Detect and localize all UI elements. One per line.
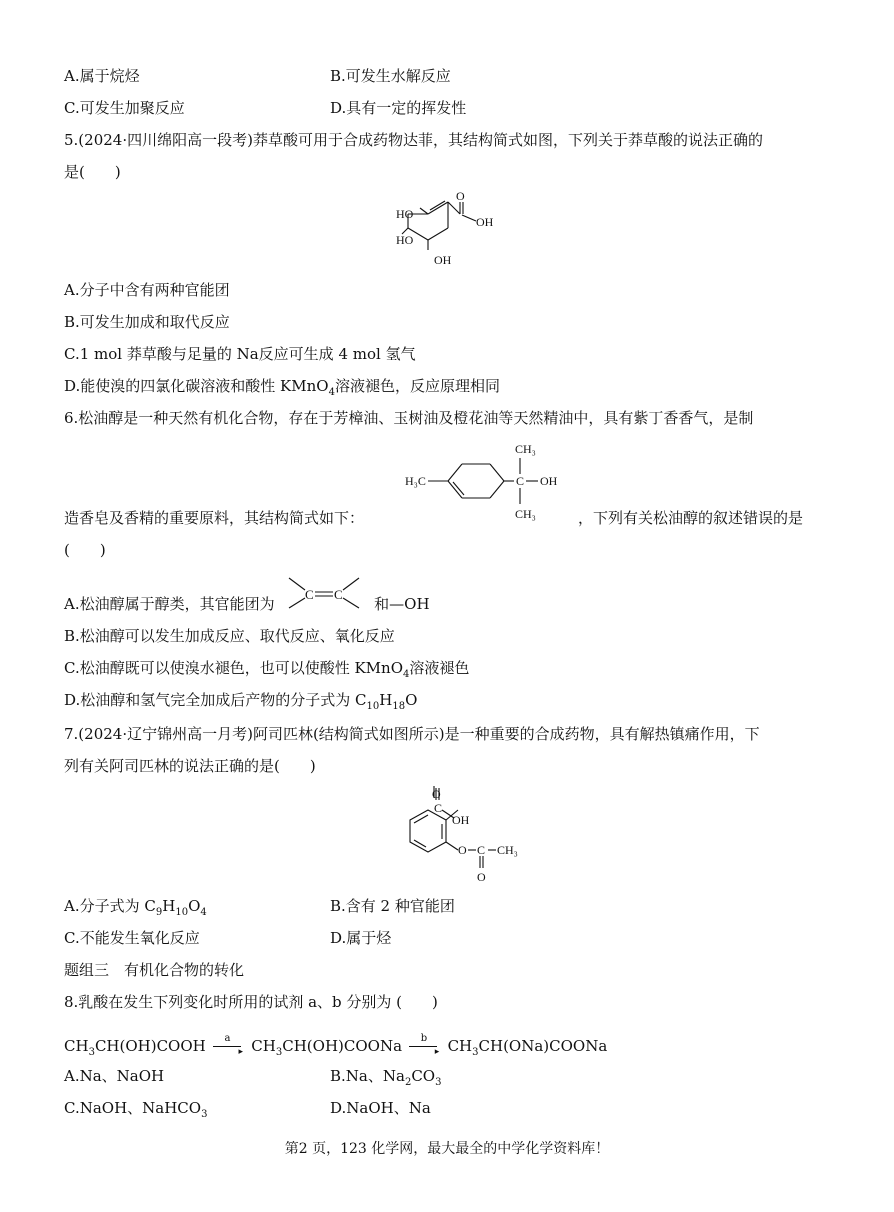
q6-option-d: D.松油醇和氢气完全加成后产物的分子式为 $C_{10}H_{18}O$ bbox=[64, 691, 418, 712]
aspirin-c2-label: C bbox=[477, 843, 486, 857]
terpineol-h3c-label: H₃C bbox=[405, 474, 426, 488]
q6-stem-line1: 6.松油醇是一种天然有机化合物，存在于芳樟油、玉树油及橙花油等天然精油中，具有紫丁香香气，是制 bbox=[64, 409, 754, 427]
section-3-heading: 题组三 有机化合物的转化 bbox=[64, 961, 245, 979]
shikimic-o-label: O bbox=[456, 189, 465, 203]
q8-option-d: D.NaOH、Na bbox=[330, 1099, 431, 1117]
q5-option-d: D.能使溴的四氯化碳溶液和酸性 KMnO$_4$溶液褪色，反应原理相同 bbox=[64, 377, 500, 398]
terpineol-ch3-top-label: CH₃ bbox=[515, 442, 536, 456]
q4-option-b: B.可发生水解反应 bbox=[330, 67, 451, 85]
arrow-b: b ▸ bbox=[409, 1041, 441, 1053]
q7-option-b: B.含有 2 种官能团 bbox=[330, 897, 455, 915]
q8-option-c: C.NaOH、NaHCO$_3$ bbox=[64, 1099, 208, 1120]
terpineol-structure bbox=[400, 436, 580, 526]
arrow-a: a ▸ bbox=[213, 1041, 245, 1053]
q8-option-b: B.Na、$Na_2CO_3$ bbox=[330, 1067, 442, 1088]
q8-stem: 8.乳酸在发生下列变化时所用的试剂 a、b 分别为 ( ) bbox=[64, 993, 438, 1011]
q5-option-c: C.1 mol 莽草酸与足量的 Na反应可生成 4 mol 氢气 bbox=[64, 345, 416, 363]
shikimic-acid-structure bbox=[390, 188, 510, 272]
q5-stem-line2: 是( ) bbox=[64, 163, 121, 181]
q8-equation: $CH_3CH(OH)COOH$ a ▸ $CH_3CH(OH)COONa$ b ▸ $CH_3CH(ONa)COONa$ bbox=[64, 1033, 608, 1058]
q4-option-a: A.属于烷烃 bbox=[64, 67, 140, 85]
q7-option-d: D.属于烃 bbox=[330, 929, 392, 947]
q7-option-a: A.分子式为 $C_9H_{10}O_4$ bbox=[64, 897, 207, 918]
aspirin-c1-label: C bbox=[434, 801, 443, 815]
q5-option-b: B.可发生加成和取代反应 bbox=[64, 313, 230, 331]
q7-stem-line2: 列有关阿司匹林的说法正确的是( ) bbox=[64, 757, 316, 775]
q6-option-b: B.松油醇可以发生加成反应、取代反应、氧化反应 bbox=[64, 627, 395, 645]
aspirin-o-top-label: O bbox=[432, 787, 441, 801]
q5-option-a: A.分子中含有两种官能团 bbox=[64, 281, 230, 299]
q4-option-d: D.具有一定的挥发性 bbox=[330, 99, 467, 117]
q7-option-c: C.不能发生氧化反应 bbox=[64, 929, 200, 947]
aspirin-ch3-label: CH₃ bbox=[497, 843, 518, 857]
q4-option-c: C.可发生加聚反应 bbox=[64, 99, 185, 117]
shikimic-oh-acid-label: OH bbox=[476, 215, 494, 229]
shikimic-ho2-label: HO bbox=[396, 233, 414, 247]
aspirin-structure bbox=[380, 784, 520, 888]
q6-stem-line3: ( ) bbox=[64, 541, 106, 559]
q6-stem-line2a: 造香皂及香精的重要原料，其结构简式如下： bbox=[64, 509, 365, 527]
q6-option-c: C.松油醇既可以使溴水褪色，也可以使酸性 KMnO$_4$溶液褪色 bbox=[64, 659, 470, 680]
terpineol-oh-label: OH bbox=[540, 474, 558, 488]
q6-stem-line2b: ，下列有关松油醇的叙述错误的是 bbox=[578, 509, 804, 527]
q6-option-a: A.松油醇属于醇类，其官能团为 C C 和—OH bbox=[64, 594, 430, 616]
page-footer: 第2 页，123 化学网，最大最全的中学化学资料库！ bbox=[284, 1141, 610, 1157]
terpineol-ch3-bottom-label: CH₃ bbox=[515, 507, 536, 521]
alkene-functional-group bbox=[285, 572, 363, 616]
q5-stem-line1: 5.(2024·四川绵阳高一段考)莽草酸可用于合成药物达菲，其结构简式如图，下列关于莽草酸的说法正确的 bbox=[64, 131, 763, 149]
aspirin-o-bottom-label: O bbox=[477, 870, 486, 884]
aspirin-o-link-label: O bbox=[458, 843, 467, 857]
svg-text:C: C bbox=[334, 587, 344, 602]
svg-text:C: C bbox=[516, 474, 525, 488]
svg-text:C: C bbox=[305, 587, 315, 602]
shikimic-ho1-label: HO bbox=[396, 207, 414, 221]
q8-option-a: A.Na、NaOH bbox=[64, 1067, 165, 1085]
q7-stem-line1: 7.(2024·辽宁锦州高一月考)阿司匹林(结构简式如图所示)是一种重要的合成药物，具有解热镇痛作用，下 bbox=[64, 725, 760, 743]
shikimic-oh-bottom-label: OH bbox=[434, 253, 452, 267]
aspirin-oh-label: OH bbox=[452, 813, 470, 827]
